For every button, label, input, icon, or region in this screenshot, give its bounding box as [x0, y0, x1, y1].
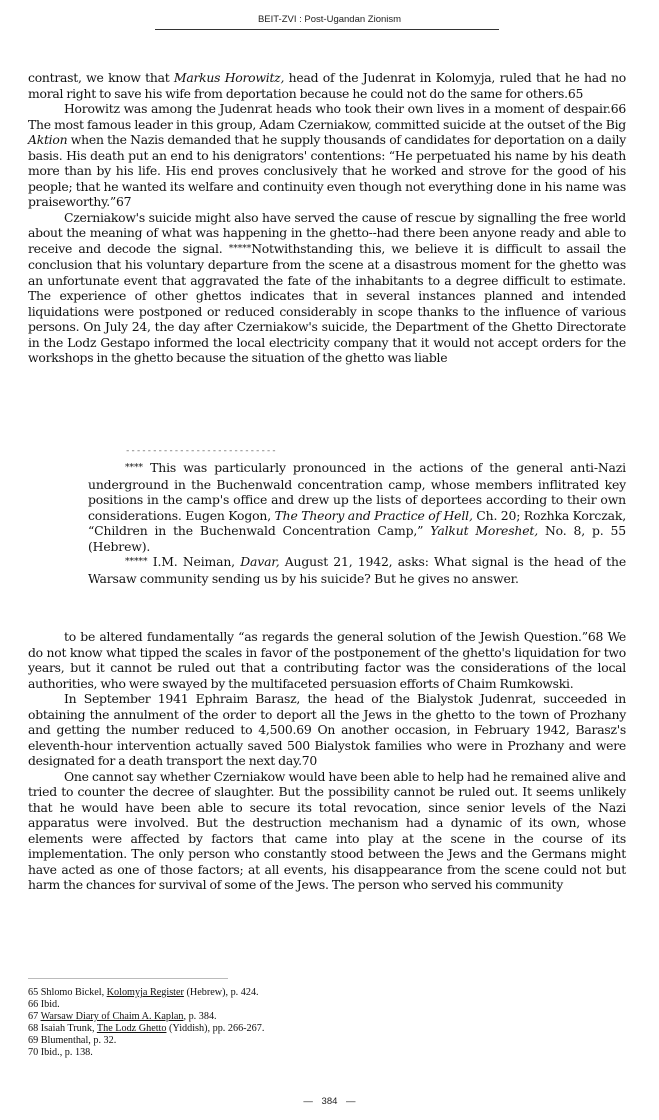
text-run: I.M. Neiman,	[147, 554, 241, 569]
text-run: No. 8, p. 55 (Hebrew).	[88, 523, 626, 554]
text-run: Horowitz was among the Judenrat heads who took their own lives in a moment of despair.66 The most famous leader in this group, Adam Czerniakow, committed suicide at the outset of the Big	[28, 101, 626, 132]
main-text-upper	[28, 70, 626, 366]
footnote-68	[28, 1023, 428, 1035]
text-run: contrast, we know that	[28, 70, 174, 85]
text-run: Notwithstanding this, we believe it is difficult to assail the conclusion that his voluntary departure from the scene at a disastrous moment for the ghetto was an unfortunate event that aggravated the fate of the inhabitants to a degree difficult to estimate. The experience of other ghettos indicates that in several instances planned and intended liquidations were postponed or reduced considerably in scope thanks to the influence of various persons. On July 24, the day after Czerniakow's suicide, the Department of the Ghetto Directorate in the Lodz Gestapo informed the local electricity company that it would not accept orders for the workshops in the ghetto because the situation of the ghetto was liable	[28, 240, 626, 365]
text-run: This was particularly pronounced in the actions of the general anti-Nazi underground in the Buchenwald concentration camp, whose members inflitrated key positions in the camp's office and drew up the lists of deportees according to their own considerations. Eugen Kogon,	[88, 460, 626, 523]
footnote-text: , p. 384.	[183, 1011, 217, 1022]
footnotes	[28, 987, 428, 1059]
paragraph	[28, 210, 626, 366]
text-run: head of the Judenrat in Kolomyja, ruled that he had no moral right to save his wife from deportation because he could not do the same for others.65	[28, 70, 626, 101]
text-run: when the Nazis demanded that he supply thousands of candidates for deportation on a daily basis. His death put an end to his denigrators' contentions: “He perpetuated his name by his death more than by his life. His end proves conclusively that he worked and strove for the good of his people; that he wanted its welfare and continuity even though not everything done in his name was praiseworthy.”67	[28, 132, 626, 209]
text-run: August 21, 1942, asks: What signal is the head of the Warsaw community sending us by his suicide? But he gives no answer.	[88, 554, 626, 586]
notes-separator: ----------------------------	[125, 446, 277, 456]
paragraph-continuation	[28, 70, 626, 101]
text-run: Czerniakow's suicide might also have served the cause of rescue by signalling the free world about the meaning of what was happening in the ghetto--had there been anyone ready and able to receive and decode the signal.	[28, 209, 626, 256]
footnote-title: Kolomyja Register	[106, 987, 184, 998]
footnote-65	[28, 987, 428, 999]
footnote-66	[28, 999, 428, 1011]
italic-title: The Theory and Practice of Hell,	[274, 507, 473, 523]
main-text-lower	[28, 629, 626, 893]
inset-note	[88, 554, 626, 586]
italic-name: Markus Horowitz,	[173, 70, 285, 85]
footnote-rule	[28, 978, 228, 979]
footnote-text: (Yiddish), pp. 266-267.	[166, 1023, 265, 1034]
footnote-70	[28, 1047, 428, 1059]
footnote-title: Warsaw Diary of Chaim A. Kaplan	[40, 1011, 184, 1022]
inset-footnotes	[88, 445, 626, 586]
text-run: Ch. 20; Rozhka Korczak, “Children in the Buchenwald Concentration Camp,”	[88, 507, 626, 538]
paragraph: to be altered fundamentally “as regards the general solution of the Jewish Question.”68 We do not know what tipped the scales in favor of the postponement of the ghetto's liquidation for two years, but it cannot be ruled out that a contributing factor was the considerations of the local authorities, who were swayed by the multifaceted persuasion efforts of Chaim Rumkowski.	[28, 629, 626, 691]
running-head: BEIT-ZVI : Post-Ugandan Zionism	[257, 14, 402, 25]
running-head-rule	[155, 29, 499, 30]
footnote-67	[28, 1011, 428, 1023]
footnote-marker: *****	[228, 243, 252, 254]
footnote-text: 69 Blumenthal, p. 32.	[28, 1035, 117, 1046]
inset-note	[88, 460, 626, 554]
footnote-text: 70 Ibid., p. 138.	[28, 1047, 93, 1058]
footnote-text: 66 Ibid.	[28, 999, 60, 1010]
italic-term: Aktion	[28, 132, 68, 147]
page-number: — 384 —	[303, 1096, 356, 1107]
footnote-text: 68 Isaiah Trunk,	[28, 1023, 97, 1034]
footnote-title: The Lodz Ghetto	[96, 1023, 167, 1034]
italic-title: Yalkut Moreshet,	[430, 523, 539, 538]
footnote-69	[28, 1035, 428, 1047]
footnote-text: 65 Shlomo Bickel,	[28, 987, 107, 998]
italic-title: Davar,	[240, 554, 280, 569]
footnote-marker: ****	[125, 463, 143, 473]
footnote-text: (Hebrew), p. 424.	[183, 987, 259, 998]
paragraph	[28, 101, 626, 210]
footnote-text: 67	[28, 1011, 41, 1022]
paragraph: One cannot say whether Czerniakow would have been able to help had he remained alive and tried to counter the decree of slaughter. But the possibility cannot be ruled out. It seems unlikely that he would have been able to secure its total revocation, since senior levels of the Nazi apparatus were involved. But the destruction mechanism had a dynamic of its own, whose elements were affected by factors that came into play at the scene in the course of its implementation. The only person who constantly stood between the Jews and the Germans might have acted as one of those factors; at all events, his disappearance from the scene could not but harm the chances for survival of some of the Jews. The person who served his community	[28, 768, 626, 892]
paragraph: In September 1941 Ephraim Barasz, the head of the Bialystok Judenrat, succeeded in obtaining the annulment of the order to deport all the Jews in the ghetto to the town of Prozhany and getting the number reduced to 4,500.69 On another occasion, in February 1942, Barasz's eleventh-hour intervention actually saved 500 Bialystok families who were in Prozhany and were designated for a death transport the next day.70	[28, 691, 626, 768]
footnote-marker: *****	[125, 557, 148, 567]
